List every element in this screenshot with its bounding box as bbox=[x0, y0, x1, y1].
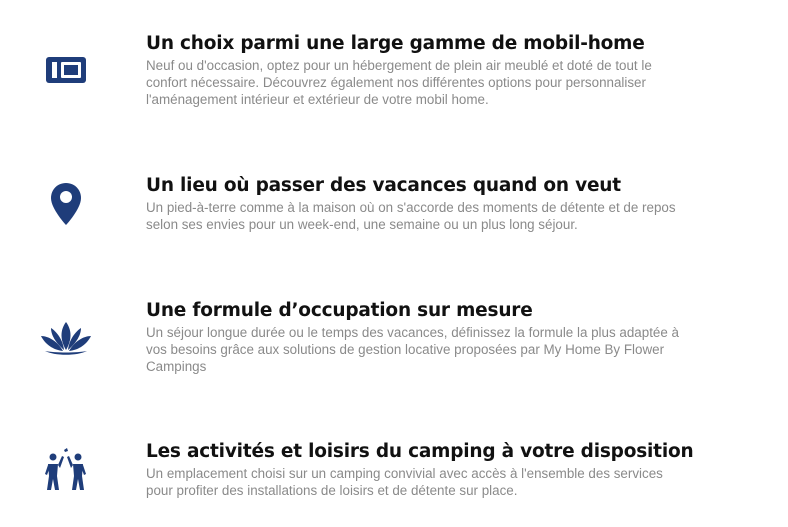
feature-title: Les activités et loisirs du camping à votre disposition bbox=[146, 441, 694, 462]
people-celebrating-icon bbox=[38, 442, 94, 498]
feature-title: Une formule d’occupation sur mesure bbox=[146, 300, 533, 321]
feature-title: Un lieu où passer des vacances quand on veut bbox=[146, 175, 621, 196]
feature-title: Un choix parmi une large gamme de mobil-home bbox=[146, 33, 645, 54]
feature-description: Neuf ou d'occasion, optez pour un hébergement de plein air meublé et doté de tout le confort nécessaire. Découvrez également nos différentes options pour personnaliser l'aménagement intérieur et extérieur de votre mobil home. bbox=[146, 58, 652, 107]
feature-description: Un séjour longue durée ou le temps des vacances, définissez la formule la plus adaptée à vos besoins grâce aux solutions de gestion locative proposées par My Home By Flower Campings bbox=[146, 325, 679, 374]
mobil-home-icon bbox=[38, 42, 94, 98]
location-pin-icon bbox=[38, 176, 94, 232]
feature-description: Un pied-à-terre comme à la maison où on s'accorde des moments de détente et de repos selon ses envies pour un week-end, une semaine ou un plus long séjour. bbox=[146, 200, 676, 232]
feature-description: Un emplacement choisi sur un camping convivial avec accès à l'ensemble des services pour profiter des installations de loisirs et de détente sur place. bbox=[146, 466, 663, 498]
lotus-icon bbox=[38, 310, 94, 366]
